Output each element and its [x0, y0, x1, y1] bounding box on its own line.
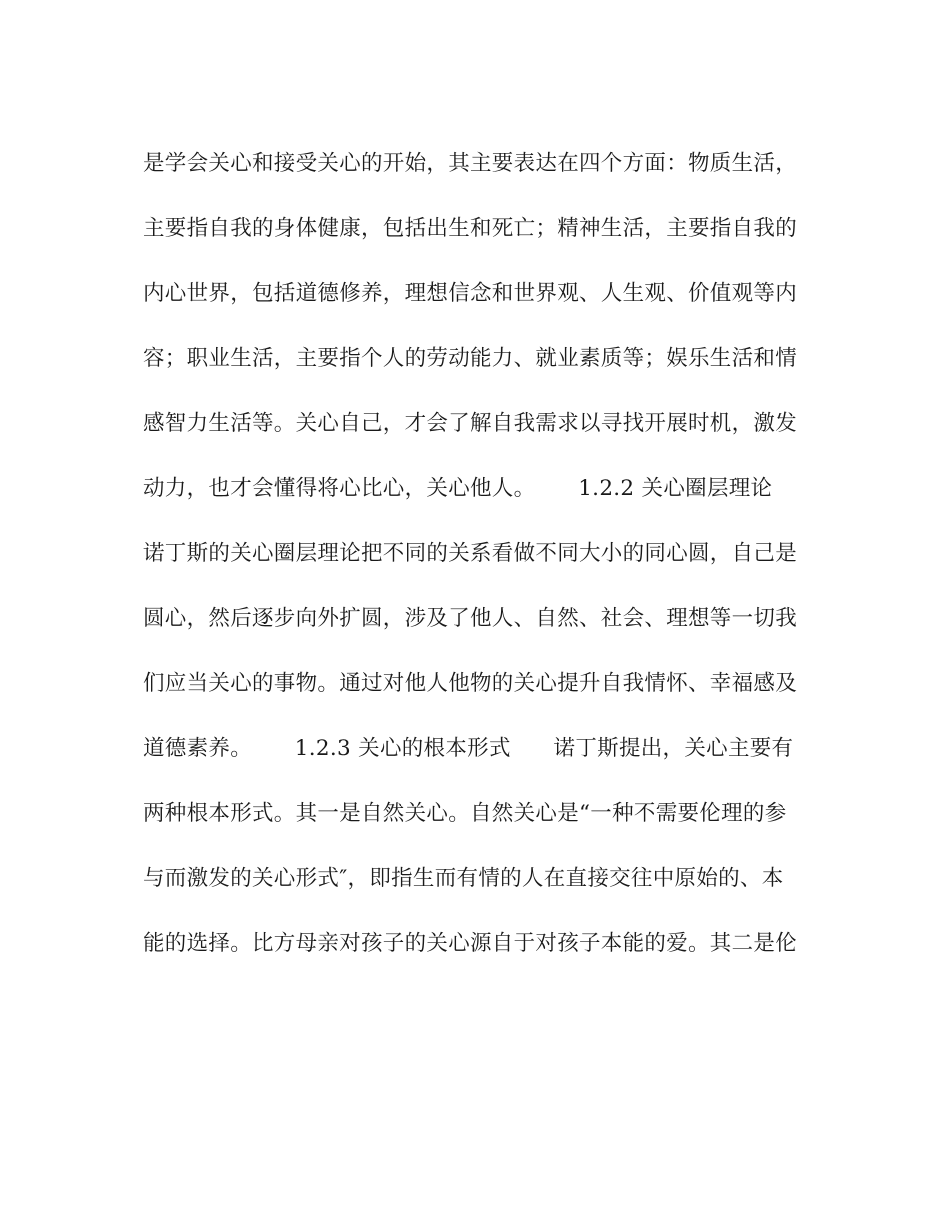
text-line: 感智力生活等。关心自己，才会了解自我需求以寻找开展时机，激发 [143, 411, 798, 436]
text-line: 容；职业生活，主要指个人的劳动能力、就业素质等；娱乐生活和情 [143, 346, 798, 371]
text-line: 内心世界，包括道德修养，理想信念和世界观、人生观、价值观等内 [143, 281, 798, 306]
text-line: 道德素养。 1.2.3 关心的根本形式 诺丁斯提出，关心主要有 [143, 736, 794, 761]
text-line: 是学会关心和接受关心的开始，其主要表达在四个方面：物质生活， [143, 151, 798, 176]
text-line: 诺丁斯的关心圈层理论把不同的关系看做不同大小的同心圆，自己是 [143, 541, 798, 566]
text-line: 动力，也才会懂得将心比心，关心他人。 1.2.2 关心圈层理论 [143, 476, 773, 501]
text-line: 们应当关心的事物。通过对他人他物的关心提升自我情怀、幸福感及 [143, 671, 798, 696]
text-line: 能的选择。比方母亲对孩子的关心源自于对孩子本能的爱。其二是伦 [143, 931, 798, 956]
text-line: 主要指自我的身体健康，包括出生和死亡；精神生活，主要指自我的 [143, 216, 798, 241]
text-line: 圆心，然后逐步向外扩圆，涉及了他人、自然、社会、理想等一切我 [143, 606, 798, 631]
text-line: 两种根本形式。其一是自然关心。自然关心是“一种不需要伦理的参 [143, 801, 787, 826]
text-line: 与而激发的关心形式″，即指生而有情的人在直接交往中原始的、本 [143, 866, 784, 891]
